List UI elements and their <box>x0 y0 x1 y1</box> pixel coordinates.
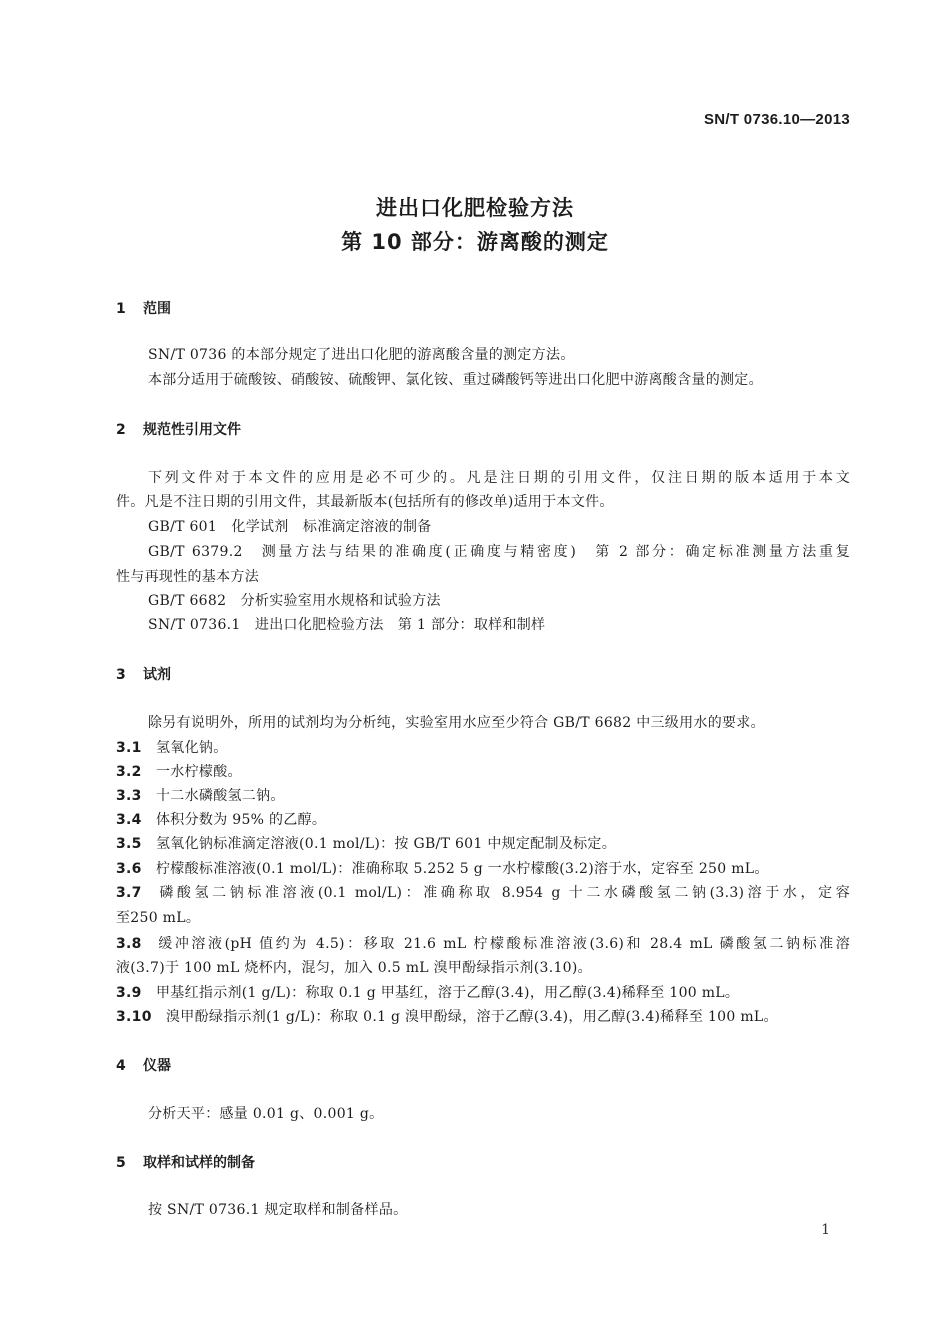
paragraph: 本部分适用于硫酸铵、硝酸铵、硫酸钾、氯化铵、重过磷酸钙等进出口化肥中游离酸含量的测定。 <box>148 372 763 388</box>
section-number: 5 <box>116 1155 126 1171</box>
item-continuation: 液(3.7)于 100 mL 烧杯内，混匀，加入 0.5 mL 溴甲酚绿指示剂(3.10)。 <box>116 960 592 976</box>
reagent-item <box>116 761 242 781</box>
section-4-heading <box>116 1055 171 1075</box>
reference-item: GB/T 6682 分析实验室用水规格和试验方法 <box>148 593 441 609</box>
reagent-item <box>116 809 326 829</box>
item-text: 十二水磷酸氢二钠。 <box>156 788 285 804</box>
reagent-item <box>116 833 616 853</box>
section-number: 1 <box>116 301 126 317</box>
paragraph: 除另有说明外，所用的试剂均为分析纯，实验室用水应至少符合 GB/T 6682 中三级用水的要求。 <box>148 715 765 731</box>
reagent-item <box>116 737 228 757</box>
item-number: 3.9 <box>116 985 142 1001</box>
reagent-item <box>116 882 850 902</box>
section-title: 范围 <box>143 301 171 317</box>
item-text: 氢氧化钠。 <box>156 740 228 756</box>
document-title: 进出口化肥检验方法 <box>376 196 574 220</box>
item-number: 3.2 <box>116 764 142 780</box>
item-number: 3.8 <box>116 936 142 952</box>
item-text: 一水柠檬酸。 <box>156 764 242 780</box>
reference-item: GB/T 6379.2 测量方法与结果的准确度(正确度与精密度) 第 2 部分：确定标准测量方法重复 <box>148 544 850 560</box>
reagent-item <box>116 1006 778 1026</box>
reagent-item <box>116 933 850 953</box>
section-title: 取样和试样的制备 <box>143 1155 255 1171</box>
item-number: 3.5 <box>116 836 142 852</box>
paragraph: 分析天平：感量 0.01 g、0.001 g。 <box>148 1106 384 1122</box>
paragraph-continuation: 件。凡是不注日期的引用文件，其最新版本(包括所有的修改单)适用于本文件。 <box>116 494 614 510</box>
page-number: 1 <box>821 1222 830 1238</box>
reference-item: GB/T 601 化学试剂 标准滴定溶液的制备 <box>148 519 432 535</box>
section-3-heading <box>116 664 171 684</box>
section-1-heading <box>116 298 171 318</box>
item-number: 3.6 <box>116 861 142 877</box>
reagent-item <box>116 858 769 878</box>
document-subtitle: 第 10 部分：游离酸的测定 <box>341 230 609 254</box>
standard-code: SN/T 0736.10—2013 <box>703 111 850 128</box>
section-title: 试剂 <box>143 667 171 683</box>
section-number: 2 <box>116 422 126 438</box>
reference-item: SN/T 0736.1 进出口化肥检验方法 第 1 部分：取样和制样 <box>148 617 546 633</box>
section-title: 规范性引用文件 <box>143 422 241 438</box>
paragraph: 下列文件对于本文件的应用是必不可少的。凡是注日期的引用文件，仅注日期的版本适用于本文 <box>148 470 850 486</box>
paragraph: 按 SN/T 0736.1 规定取样和制备样品。 <box>148 1202 408 1218</box>
item-number: 3.4 <box>116 812 142 828</box>
item-number: 3.7 <box>116 885 142 901</box>
item-text: 甲基红指示剂(1 g/L)：称取 0.1 g 甲基红，溶于乙醇(3.4)，用乙醇(3.4)稀释至 100 mL。 <box>156 985 740 1001</box>
item-number: 3.10 <box>116 1009 152 1025</box>
item-text: 磷酸氢二钠标准溶液(0.1 mol/L)：准确称取 8.954 g 十二水磷酸氢二钠(3.3)溶于水，定容 <box>156 885 850 901</box>
item-text: 溴甲酚绿指示剂(1 g/L)：称取 0.1 g 溴甲酚绿，溶于乙醇(3.4)，用乙醇(3.4)稀释至 100 mL。 <box>166 1009 778 1025</box>
section-2-heading <box>116 419 241 439</box>
item-text: 氢氧化钠标准滴定溶液(0.1 mol/L)：按 GB/T 601 中规定配制及标定。 <box>156 836 617 852</box>
section-number: 3 <box>116 667 126 683</box>
reference-item-continuation: 性与再现性的基本方法 <box>116 569 259 585</box>
item-number: 3.1 <box>116 740 142 756</box>
item-text: 体积分数为 95% 的乙醇。 <box>156 812 327 828</box>
reagent-item <box>116 785 285 805</box>
reagent-item <box>116 982 739 1002</box>
section-title: 仪器 <box>143 1058 171 1074</box>
item-continuation: 至250 mL。 <box>116 910 201 926</box>
item-number: 3.3 <box>116 788 142 804</box>
paragraph: SN/T 0736 的本部分规定了进出口化肥的游离酸含量的测定方法。 <box>148 347 575 363</box>
item-text: 柠檬酸标准溶液(0.1 mol/L)：准确称取 5.252 5 g 一水柠檬酸(3.2)溶于水，定容至 250 mL。 <box>156 861 769 877</box>
section-5-heading <box>116 1152 255 1172</box>
section-number: 4 <box>116 1058 126 1074</box>
item-text: 缓冲溶液(pH 值约为 4.5)：移取 21.6 mL 柠檬酸标准溶液(3.6)和 28.4 mL 磷酸氢二钠标准溶 <box>156 936 850 952</box>
